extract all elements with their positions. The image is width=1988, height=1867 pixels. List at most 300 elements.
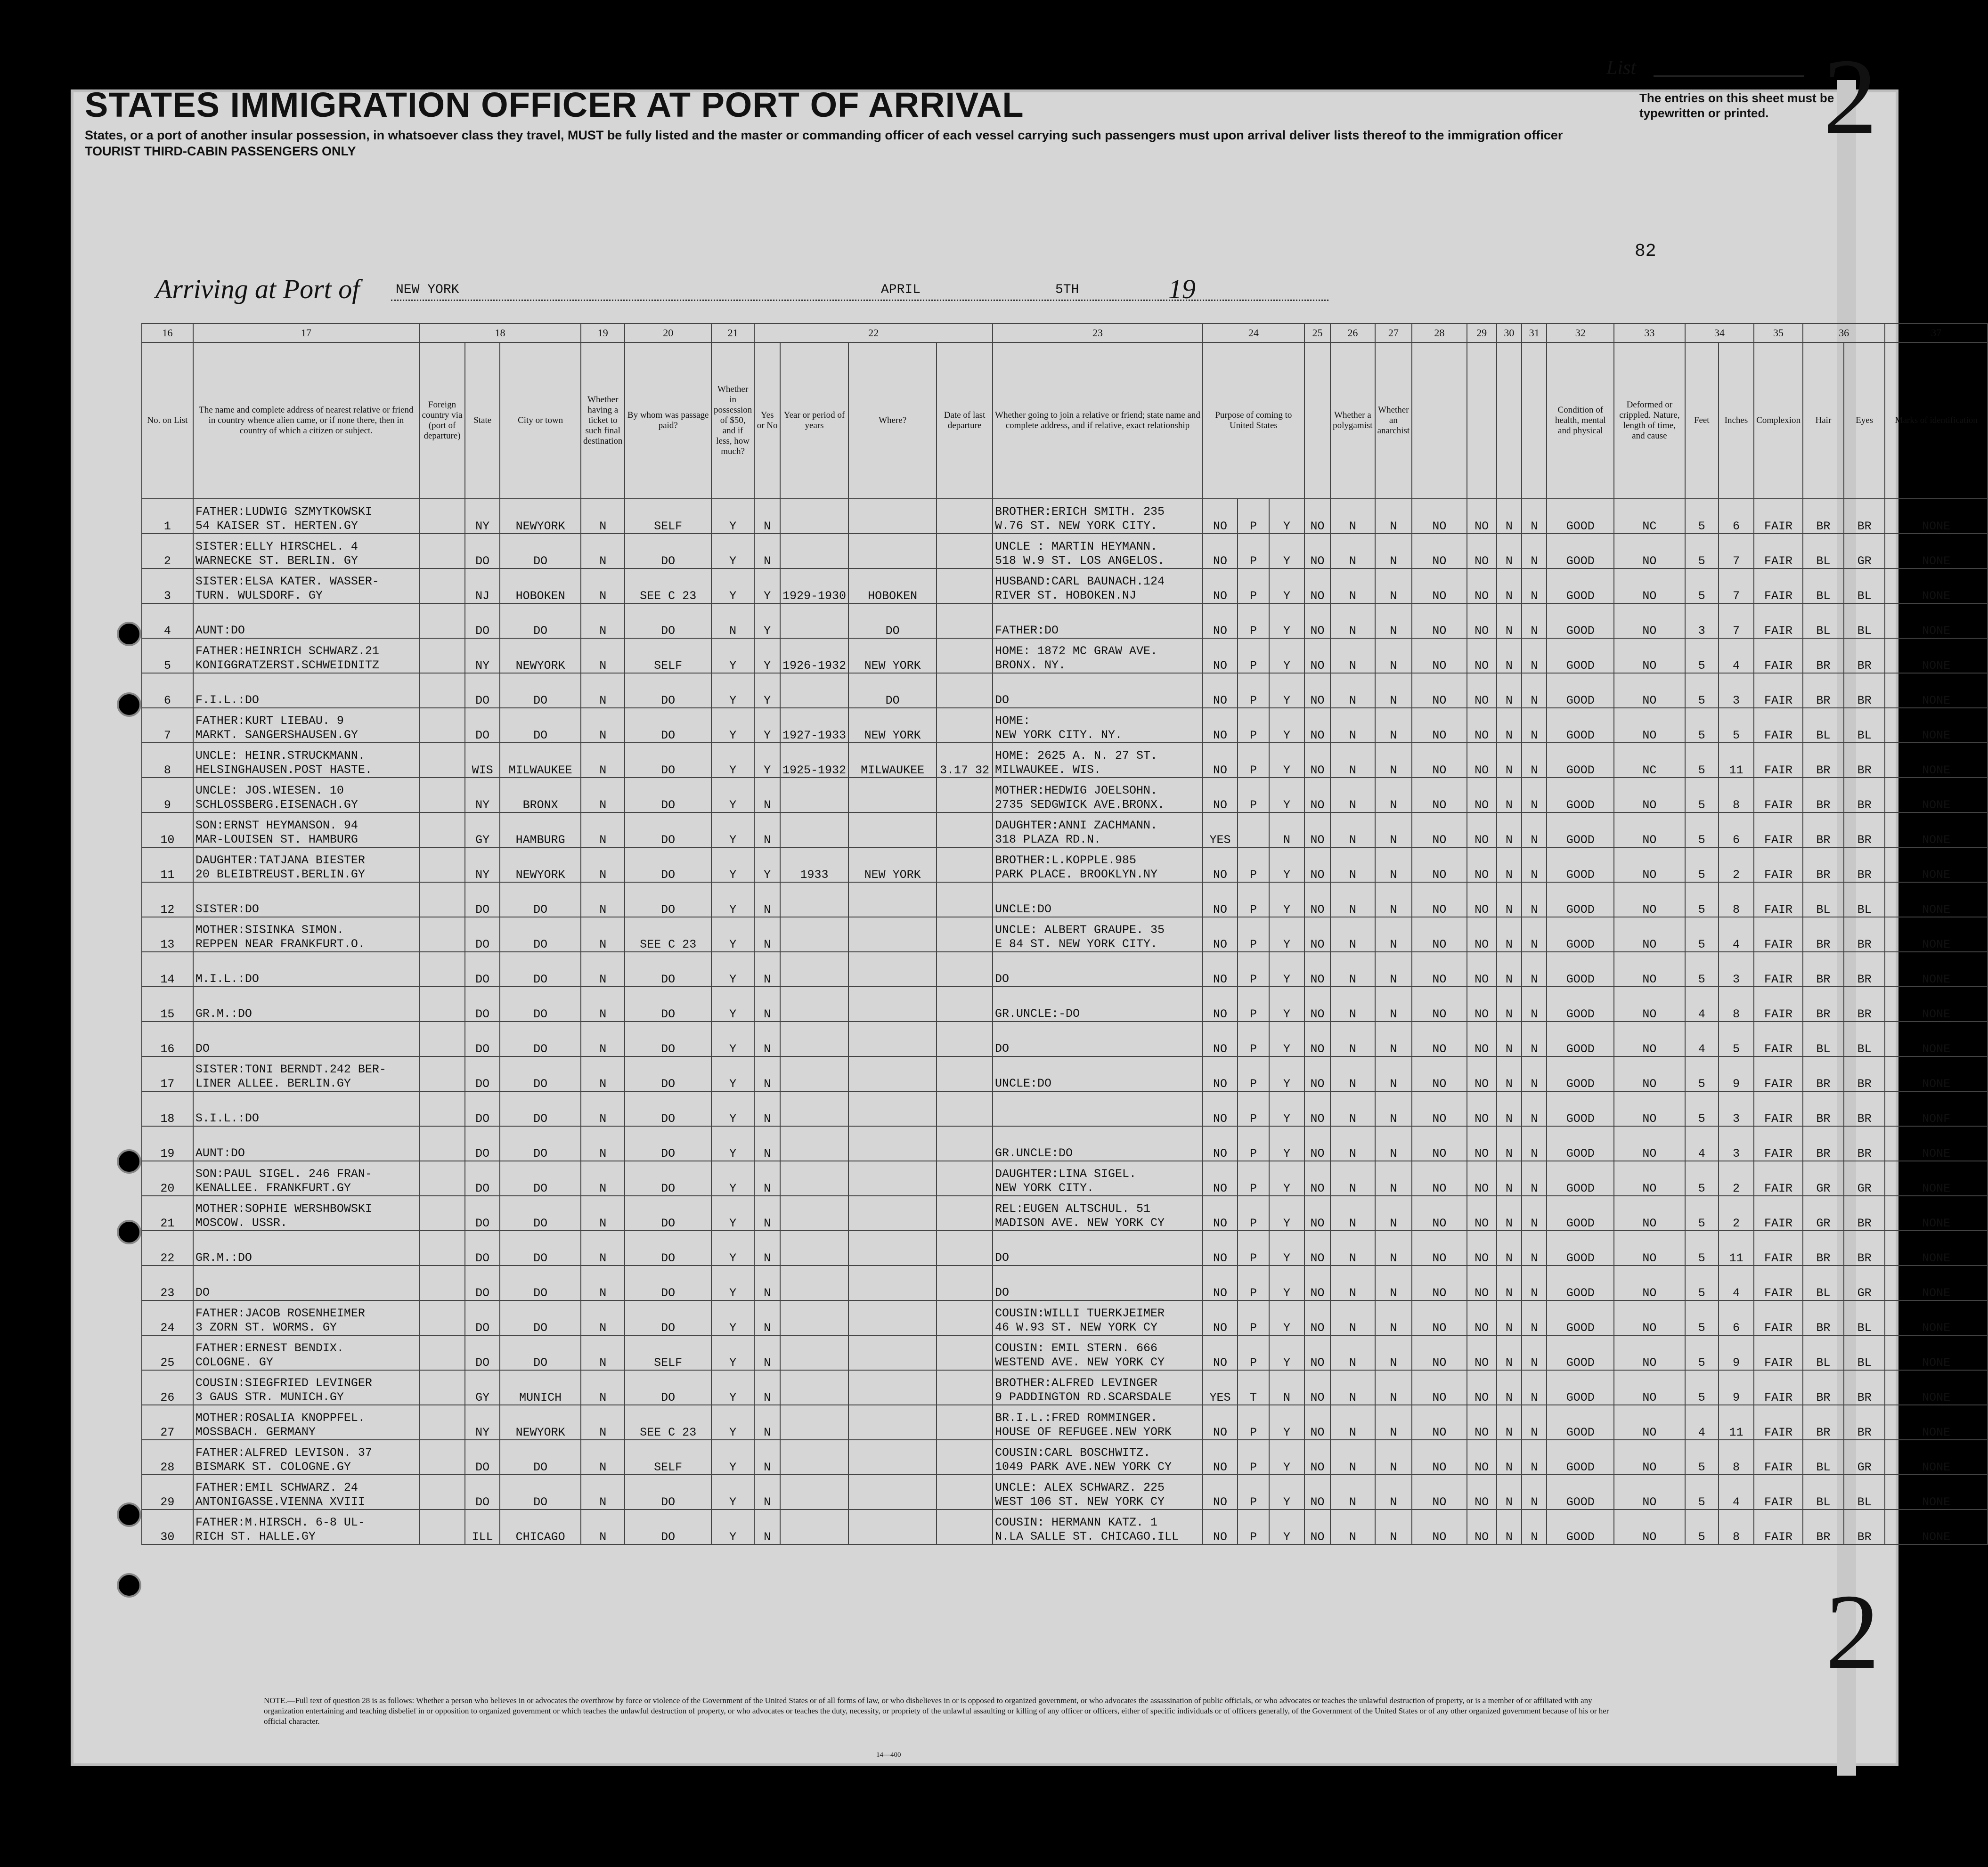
joining-line-2: WEST 106 ST. NEW YORK CY [994,1495,1165,1509]
cell-height-feet: 5 [1685,673,1719,708]
cell-state: DO [465,1440,500,1475]
cell-purpose-a: NO [1203,499,1238,534]
cell-condition: GOOD [1547,917,1614,952]
cell-state: WIS [465,743,500,778]
cell-money: Y [711,1231,754,1266]
relative-abroad-line-2: BISMARK ST. COLOGNE.GY [195,1460,351,1474]
cell-deformed: NO [1614,1091,1685,1126]
cell-last-departure [937,638,993,673]
cell-last-departure [937,847,993,882]
cell-purpose-b: P [1238,499,1269,534]
joining-line-1: HOME: 1872 MC GRAW AVE. [994,644,1158,658]
cell-complexion: FAIR [1754,1091,1803,1126]
cell-eyes: BR [1844,1510,1885,1544]
cell-deformed: NO [1614,1126,1685,1161]
cell-row-number: 21 [142,1196,193,1231]
cell-height-inches: 9 [1719,1370,1754,1405]
cell-state: DO [465,1126,500,1161]
column-number: 36 [1803,324,1885,342]
cell-col-25: NO [1304,1126,1330,1161]
cell-state: DO [465,603,500,638]
cell-deformed: NO [1614,1370,1685,1405]
cell-relative-abroad [193,917,419,952]
joining-line-1: COUSIN:WILLI TUERKJEIMER [994,1307,1165,1320]
cell-marks: NONE [1885,499,1988,534]
cell-where [848,1335,937,1370]
cell-period [780,778,848,812]
cell-height-feet: 5 [1685,847,1719,882]
cell-polygamist: N [1330,743,1375,778]
cell-marks: NONF [1885,1091,1988,1126]
cell-city: DO [500,1266,581,1300]
cell-hair: BL [1803,882,1844,917]
cell-purpose-b: P [1238,603,1269,638]
cell-col-31: N [1522,499,1547,534]
cell-row-number: 4 [142,603,193,638]
cell-purpose-a: NO [1203,1510,1238,1544]
cell-eyes: BR [1844,1056,1885,1091]
cell-row-number: 11 [142,847,193,882]
cell-col-25: NO [1304,1440,1330,1475]
cell-state: DO [465,1335,500,1370]
cell-last-departure [937,1300,993,1335]
cell-paid-by: SELF [625,499,711,534]
column-number: 29 [1467,324,1497,342]
relative-abroad-line-2: 3 GAUS STR. MUNICH.GY [195,1390,344,1404]
cell-paid-by: DO [625,987,711,1022]
cell-hair: BR [1803,952,1844,987]
cell-height-feet: 4 [1685,1022,1719,1056]
cell-purpose-c: N [1269,1370,1304,1405]
cell-last-departure [937,952,993,987]
manifest-table [141,323,1988,1545]
cell-been-before: N [754,1510,780,1544]
cell-joining [993,1196,1203,1231]
cell-purpose-b: P [1238,1475,1269,1510]
column-number: 23 [993,324,1203,342]
cell-row-number: 13 [142,917,193,952]
cell-col-31: N [1522,812,1547,847]
cell-paid-by: DO [625,673,711,708]
cell-col-30: N [1497,1022,1522,1056]
cell-height-inches: 3 [1719,952,1754,987]
table-row [142,1510,1988,1544]
header-yes-no: Yes or No [754,342,780,499]
cell-paid-by: DO [625,812,711,847]
table-row [142,708,1988,743]
header-eyes: Eyes [1844,342,1885,499]
cell-paid-by: SEE C 23 [625,1405,711,1440]
cell-hair: GR [1803,1161,1844,1196]
column-number: 28 [1412,324,1467,342]
cell-purpose-a: NO [1203,1022,1238,1056]
punch-hole [117,1149,141,1174]
cell-been-before: N [754,1231,780,1266]
cell-money: Y [711,987,754,1022]
cell-deformed: NO [1614,1266,1685,1300]
cell-col-29: NO [1467,673,1497,708]
cell-period [780,1056,848,1091]
cell-col-29: NO [1467,1126,1497,1161]
cell-foreign-country [419,1056,465,1091]
list-number-bottom: 2 [1825,1572,1880,1692]
cell-col-31: N [1522,1161,1547,1196]
cell-purpose-b: P [1238,638,1269,673]
cell-row-number: 6 [142,673,193,708]
cell-purpose-c: Y [1269,1440,1304,1475]
cell-purpose-b: P [1238,1231,1269,1266]
cell-purpose-c: Y [1269,778,1304,812]
cell-money: Y [711,1475,754,1510]
cell-polygamist: N [1330,917,1375,952]
cell-row-number: 23 [142,1266,193,1300]
cell-marks: NONE [1885,534,1988,568]
cell-height-feet: 4 [1685,987,1719,1022]
cell-col-31: N [1522,1266,1547,1300]
cell-state: DO [465,708,500,743]
cell-col-29: NO [1467,778,1497,812]
cell-polygamist: N [1330,778,1375,812]
cell-condition: GOOD [1547,1370,1614,1405]
relative-abroad-line-1: MOTHER:SISINKA SIMON. [195,923,344,937]
cell-last-departure [937,708,993,743]
cell-deformed: NO [1614,1335,1685,1370]
cell-relative-abroad [193,1196,419,1231]
cell-polygamist: N [1330,1475,1375,1510]
cell-purpose-c: Y [1269,1091,1304,1126]
cell-state: NY [465,778,500,812]
cell-height-inches: 9 [1719,1335,1754,1370]
column-number: 34 [1685,324,1754,342]
cell-complexion: FAIR [1754,673,1803,708]
cell-hair: BL [1803,1335,1844,1370]
cell-purpose-a: NO [1203,1300,1238,1335]
relative-abroad-line-1: UNCLE: HEINR.STRUCKMANN. [195,749,365,763]
cell-col-30: N [1497,1161,1522,1196]
cell-col-25: NO [1304,743,1330,778]
cell-where: HOBOKEN [848,568,937,603]
cell-money: Y [711,847,754,882]
cell-purpose-a: NO [1203,847,1238,882]
cell-height-feet: 4 [1685,1405,1719,1440]
punch-hole [117,1502,141,1527]
cell-been-before: N [754,1335,780,1370]
cell-col-30: N [1497,1091,1522,1126]
cell-purpose-c: Y [1269,638,1304,673]
cell-paid-by: DO [625,708,711,743]
cell-eyes: BL [1844,1022,1885,1056]
relative-abroad-line-1: F.I.L.:DO [195,693,259,707]
punch-hole [117,1220,141,1244]
relative-abroad-line-1: FATHER:ALFRED LEVISON. 37 [195,1446,372,1460]
relative-abroad-line-2: LINER ALLEE. BERLIN.GY [195,1077,351,1090]
cell-height-inches: 6 [1719,499,1754,534]
cell-city: NEWYORK [500,638,581,673]
relative-abroad-line-2: TURN. WULSDORF. GY [195,589,323,602]
cell-col-29: NO [1467,1091,1497,1126]
cell-col-29: NO [1467,568,1497,603]
relative-abroad-line-1: UNCLE: JOS.WIESEN. 10 [195,784,344,797]
cell-purpose-b: P [1238,1440,1269,1475]
cell-height-inches: 7 [1719,534,1754,568]
joining-line-2: N.LA SALLE ST. CHICAGO.ILL [994,1530,1179,1543]
table-row [142,1126,1988,1161]
cell-eyes: BL [1844,1335,1885,1370]
cell-col-29: NO [1467,1196,1497,1231]
cell-height-feet: 5 [1685,568,1719,603]
cell-period: 1929-1930 [780,568,848,603]
cell-joining [993,917,1203,952]
cell-state: DO [465,1266,500,1300]
cell-anarchist: N [1375,1370,1412,1405]
cell-eyes: BL [1844,568,1885,603]
cell-purpose-b [1238,812,1269,847]
cell-col-29: NO [1467,499,1497,534]
cell-period [780,952,848,987]
cell-purpose-b: P [1238,1161,1269,1196]
cell-purpose-b: P [1238,708,1269,743]
cell-purpose-b: P [1238,1300,1269,1335]
cell-marks: NONE [1885,638,1988,673]
cell-col-29: NO [1467,847,1497,882]
cell-purpose-c: Y [1269,1405,1304,1440]
cell-period [780,534,848,568]
cell-col-30: N [1497,673,1522,708]
cell-joining [993,603,1203,638]
cell-eyes: BL [1844,603,1885,638]
cell-purpose-b: P [1238,882,1269,917]
cell-joining [993,1126,1203,1161]
cell-condition: GOOD [1547,534,1614,568]
joining-line-1: GR.UNCLE:DO [994,1146,1073,1160]
relative-abroad-line-1: GR.M.:DO [195,1251,252,1265]
cell-complexion: FAIR [1754,1231,1803,1266]
cell-ticket: N [581,1510,625,1544]
cell-col-30: N [1497,778,1522,812]
cell-row-number: 3 [142,568,193,603]
cell-height-feet: 5 [1685,1335,1719,1370]
cell-col-25: NO [1304,534,1330,568]
cell-money: Y [711,638,754,673]
cell-purpose-b: P [1238,1335,1269,1370]
cell-period [780,1475,848,1510]
cell-height-inches: 7 [1719,603,1754,638]
cell-paid-by: DO [625,778,711,812]
cell-money: Y [711,1405,754,1440]
cell-state: DO [465,1091,500,1126]
cell-anarchist: N [1375,499,1412,534]
cell-col-25: NO [1304,1510,1330,1544]
cell-joining [993,952,1203,987]
column-number: 37 [1885,324,1988,342]
cell-joining [993,882,1203,917]
cell-condition: GOOD [1547,1126,1614,1161]
column-number: 20 [625,324,711,342]
cell-purpose-c: Y [1269,1056,1304,1091]
cell-state: DO [465,917,500,952]
cell-money: Y [711,499,754,534]
table-row [142,812,1988,847]
relative-abroad-line-2: 20 BLEIBTREUST.BERLIN.GY [195,868,365,881]
arrival-month: APRIL [881,283,921,297]
cell-last-departure: 3.17 32 [937,743,993,778]
cell-deformed: NO [1614,1510,1685,1544]
cell-foreign-country [419,917,465,952]
cell-marks: NONE [1885,568,1988,603]
cell-eyes: BL [1844,1475,1885,1510]
cell-col-28: NO [1412,1091,1467,1126]
cell-complexion: FAIR [1754,917,1803,952]
cell-height-inches: 9 [1719,1056,1754,1091]
cell-foreign-country [419,1022,465,1056]
cell-row-number: 8 [142,743,193,778]
cell-col-28: NO [1412,812,1467,847]
column-number: 30 [1497,324,1522,342]
cell-purpose-c: Y [1269,673,1304,708]
cell-marks: NONE [1885,1022,1988,1056]
cell-hair: BR [1803,812,1844,847]
relative-abroad-line-1: DO [195,1042,210,1055]
joining-line-1: DO [994,693,1009,707]
cell-col-28: NO [1412,568,1467,603]
cell-complexion: FAIR [1754,1161,1803,1196]
cell-polygamist: N [1330,708,1375,743]
cell-been-before: Y [754,743,780,778]
cell-deformed: NO [1614,882,1685,917]
cell-last-departure [937,1161,993,1196]
cell-been-before: N [754,987,780,1022]
cell-col-25: NO [1304,568,1330,603]
joining-line-2: PARK PLACE. BROOKLYN.NY [994,868,1158,881]
cell-been-before: N [754,1266,780,1300]
cell-row-number: 10 [142,812,193,847]
cell-condition: GOOD [1547,1440,1614,1475]
cell-complexion: FAIR [1754,499,1803,534]
cell-purpose-b: P [1238,743,1269,778]
cell-foreign-country [419,812,465,847]
cell-where [848,1231,937,1266]
column-number: 16 [142,324,193,342]
cell-polygamist: N [1330,1300,1375,1335]
cell-city: DO [500,1475,581,1510]
cell-col-30: N [1497,1266,1522,1300]
cell-city: DO [500,1231,581,1266]
cell-anarchist: N [1375,1022,1412,1056]
relative-abroad-line-1: S.I.L.:DO [195,1112,259,1125]
cell-city: DO [500,1196,581,1231]
cell-complexion: FAIR [1754,1405,1803,1440]
cell-col-30: N [1497,812,1522,847]
cell-col-30: N [1497,1440,1522,1475]
cell-height-inches: 6 [1719,1300,1754,1335]
joining-line-2: 1049 PARK AVE.NEW YORK CY [994,1460,1172,1474]
punch-hole [117,1573,141,1598]
table-row [142,1161,1988,1196]
cell-purpose-a: YES [1203,1370,1238,1405]
cell-joining [993,1335,1203,1370]
cell-polygamist: N [1330,1126,1375,1161]
cell-ticket: N [581,568,625,603]
cell-purpose-c: Y [1269,1161,1304,1196]
cell-marks: NONE [1885,882,1988,917]
cell-eyes: BR [1844,1405,1885,1440]
cell-col-28: NO [1412,1370,1467,1405]
cell-where [848,1091,937,1126]
cell-col-25: NO [1304,778,1330,812]
cell-last-departure [937,1126,993,1161]
cell-eyes: BL [1844,1300,1885,1335]
cell-foreign-country [419,882,465,917]
cell-city: DO [500,1126,581,1161]
table-row [142,952,1988,987]
cell-col-30: N [1497,1370,1522,1405]
cell-col-28: NO [1412,1231,1467,1266]
cell-col-31: N [1522,603,1547,638]
joining-line-2: 9 PADDINGTON RD.SCARSDALE [994,1390,1172,1404]
cell-been-before: N [754,534,780,568]
cell-state: ILL [465,1510,500,1544]
cell-where [848,1370,937,1405]
joining-line-1: DAUGHTER:ANNI ZACHMANN. [994,819,1158,832]
cell-condition: GOOD [1547,1231,1614,1266]
joining-line-2: MADISON AVE. NEW YORK CY [994,1216,1165,1230]
cell-eyes: BR [1844,987,1885,1022]
cell-complexion: FAIR [1754,1510,1803,1544]
cell-period: 1926-1932 [780,638,848,673]
cell-deformed: NO [1614,1022,1685,1056]
cell-money: Y [711,1440,754,1475]
cell-condition: GOOD [1547,1510,1614,1544]
cell-height-feet: 5 [1685,1266,1719,1300]
column-number: 19 [581,324,625,342]
cell-col-25: NO [1304,1091,1330,1126]
cell-last-departure [937,1231,993,1266]
table-row [142,987,1988,1022]
cell-purpose-c: Y [1269,1126,1304,1161]
header-hair: Hair [1803,342,1844,499]
relative-abroad-line-1: SISTER:ELSA KATER. WASSER- [195,575,379,588]
cell-foreign-country [419,1510,465,1544]
relative-abroad-line-1: FATHER:HEINRICH SCHWARZ.21 [195,644,379,658]
cell-been-before: N [754,1300,780,1335]
relative-abroad-line-1: FATHER:ERNEST BENDIX. [195,1341,344,1355]
cell-where: DO [848,603,937,638]
cell-purpose-c: Y [1269,987,1304,1022]
header-purpose: Purpose of coming to United States [1203,342,1304,499]
cell-height-inches: 6 [1719,812,1754,847]
table-row [142,743,1988,778]
cell-where [848,534,937,568]
header-joining: Whether going to join a relative or friend; state name and complete address, and if relative, exact relationship [993,342,1203,499]
cell-eyes: BR [1844,743,1885,778]
cell-hair: BR [1803,1231,1844,1266]
cell-purpose-c: Y [1269,1266,1304,1300]
cell-hair: BL [1803,603,1844,638]
cell-money: N [711,603,754,638]
cell-money: Y [711,812,754,847]
header-inches: Inches [1719,342,1754,499]
cell-where [848,987,937,1022]
cell-col-28: NO [1412,1126,1467,1161]
cell-purpose-c: Y [1269,1475,1304,1510]
cell-paid-by: DO [625,952,711,987]
cell-col-28: NO [1412,638,1467,673]
joining-line-1: BR.I.L.:FRED ROMMINGER. [994,1411,1158,1425]
cell-period [780,1196,848,1231]
cell-paid-by: DO [625,1091,711,1126]
cell-city: DO [500,1300,581,1335]
cell-anarchist: N [1375,1300,1412,1335]
